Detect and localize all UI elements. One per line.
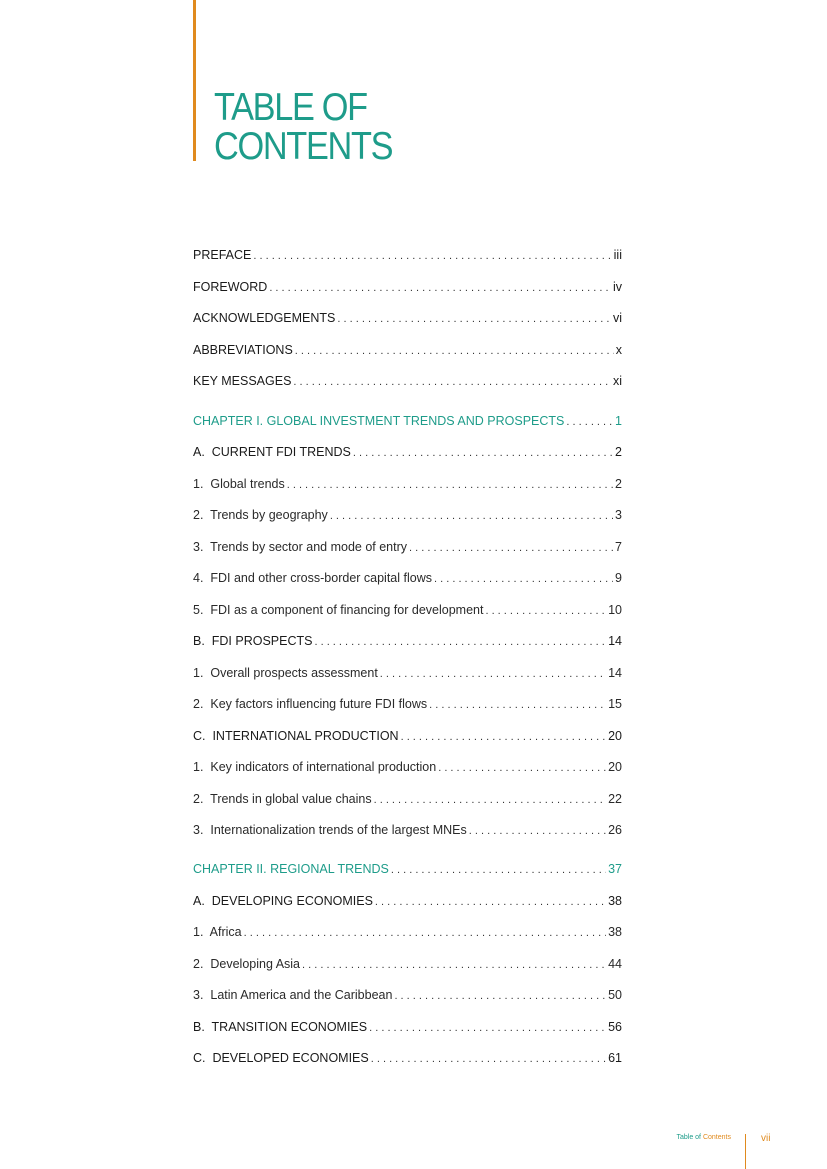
toc-entry-page: iv	[612, 280, 622, 294]
dot-leader	[394, 988, 606, 1004]
toc-entry-page: 20	[608, 760, 622, 774]
toc-item-largest-mnes[interactable]	[193, 822, 622, 838]
toc-item-global-trends[interactable]	[193, 476, 622, 492]
toc-entry-label: 1. Key indicators of international production	[193, 760, 437, 774]
dot-leader	[302, 957, 606, 973]
toc-item-fdi-capital-flows[interactable]	[193, 570, 622, 586]
toc-item-developing-asia[interactable]	[193, 956, 622, 972]
toc-entry-page: xi	[612, 374, 622, 388]
dot-leader	[353, 445, 613, 461]
toc-entry-label: ABBREVIATIONS	[193, 343, 293, 357]
toc-entry-label: C. DEVELOPED ECONOMIES	[193, 1051, 369, 1065]
toc-item-latin-america[interactable]	[193, 987, 622, 1003]
toc-entry-page: 7	[615, 540, 622, 554]
toc-entry-label: CHAPTER I. GLOBAL INVESTMENT TRENDS AND PROSPECTS	[193, 414, 565, 428]
dot-leader	[314, 634, 606, 650]
toc-entry-label: 1. Global trends	[193, 477, 285, 491]
dot-leader	[369, 1020, 606, 1036]
toc-entry-page: 10	[608, 603, 622, 617]
toc-entry-label: 2. Developing Asia	[193, 957, 301, 971]
page-number: vii	[761, 1133, 771, 1144]
dot-leader	[391, 862, 606, 878]
dot-leader	[566, 414, 613, 430]
toc-entry-abbreviations[interactable]	[193, 342, 622, 358]
toc-entry-page: 1	[615, 414, 622, 428]
title-accent-bar	[193, 0, 196, 161]
toc-entry-label: 2. Key factors influencing future FDI flows	[193, 697, 428, 711]
toc-section-current-fdi-trends[interactable]	[193, 444, 622, 460]
toc-entry-label: FOREWORD	[193, 280, 268, 294]
toc-entry-page: 15	[608, 697, 622, 711]
toc-item-trends-by-sector[interactable]	[193, 539, 622, 555]
page-title	[214, 88, 392, 166]
page-title-line-1: TABLE OF	[214, 86, 367, 129]
dot-leader	[469, 823, 606, 839]
toc-entry-foreword[interactable]	[193, 279, 622, 295]
footer-divider	[745, 1134, 746, 1169]
toc-entry-page: 22	[608, 792, 622, 806]
dot-leader	[293, 374, 611, 390]
dot-leader	[375, 894, 606, 910]
toc-entry-label: ACKNOWLEDGEMENTS	[193, 311, 336, 325]
toc-entry-page: vi	[612, 311, 622, 325]
dot-leader	[269, 280, 611, 296]
toc-entry-page: 44	[608, 957, 622, 971]
toc-entry-label: B. FDI PROSPECTS	[193, 634, 313, 648]
dot-leader	[295, 343, 614, 359]
toc-entry-label: 2. Trends by geography	[193, 508, 328, 522]
toc-chapter-2[interactable]	[193, 861, 622, 877]
toc-item-trends-by-geography[interactable]	[193, 507, 622, 523]
dot-leader	[401, 729, 607, 745]
toc-entry-label: 1. Africa	[193, 925, 242, 939]
toc-entry-label: 5. FDI as a component of financing for development	[193, 603, 484, 617]
running-head-suffix: Contents	[702, 1134, 731, 1141]
toc-entry-key-messages[interactable]	[193, 373, 622, 389]
toc-entry-page: 9	[615, 571, 622, 585]
dot-leader	[337, 311, 611, 327]
toc-item-fdi-financing[interactable]	[193, 602, 622, 618]
dot-leader	[374, 792, 607, 808]
toc-entry-page: 2	[615, 445, 622, 459]
toc-item-global-value-chains[interactable]	[193, 791, 622, 807]
toc-entry-label: B. TRANSITION ECONOMIES	[193, 1020, 368, 1034]
toc-entry-page: 61	[608, 1051, 622, 1065]
running-head-prefix: Table of	[676, 1134, 702, 1141]
toc-entry-page: 2	[615, 477, 622, 491]
toc-entry-label: 1. Overall prospects assessment	[193, 666, 378, 680]
toc-entry-page: 50	[608, 988, 622, 1002]
toc-entry-page: iii	[613, 248, 622, 262]
dot-leader	[244, 925, 606, 941]
toc-entry-label: KEY MESSAGES	[193, 374, 292, 388]
toc-entry-page: 20	[608, 729, 622, 743]
toc-entry-label: 3. Latin America and the Caribbean	[193, 988, 393, 1002]
toc-item-overall-prospects[interactable]	[193, 665, 622, 681]
toc-entry-acknowledgements[interactable]	[193, 310, 622, 326]
toc-entry-page: 38	[608, 925, 622, 939]
dot-leader	[380, 666, 606, 682]
dot-leader	[330, 508, 613, 524]
toc-entry-page: 26	[608, 823, 622, 837]
dot-leader	[429, 697, 606, 713]
toc-entry-label: A. DEVELOPING ECONOMIES	[193, 894, 373, 908]
toc-entry-preface[interactable]	[193, 247, 622, 263]
toc-entry-page: 56	[608, 1020, 622, 1034]
toc-entry-page: 14	[608, 634, 622, 648]
toc-entry-label: PREFACE	[193, 248, 252, 262]
toc-section-transition-economies[interactable]	[193, 1019, 622, 1035]
toc-item-key-factors[interactable]	[193, 696, 622, 712]
dot-leader	[287, 477, 613, 493]
toc-entry-label: 4. FDI and other cross-border capital flows	[193, 571, 432, 585]
dot-leader	[434, 571, 613, 587]
toc-entry-label: A. CURRENT FDI TRENDS	[193, 445, 351, 459]
toc-entry-label: 2. Trends in global value chains	[193, 792, 372, 806]
dot-leader	[409, 540, 613, 556]
dot-leader	[371, 1051, 606, 1067]
running-head	[676, 1134, 731, 1141]
page-title-line-2: CONTENTS	[214, 125, 393, 168]
toc-entry-page: 14	[608, 666, 622, 680]
toc-entry-page: 38	[608, 894, 622, 908]
toc-chapter-1[interactable]	[193, 413, 622, 429]
toc-entry-page: 37	[608, 862, 622, 876]
toc-section-developing-economies[interactable]	[193, 893, 622, 909]
toc-entry-label: CHAPTER II. REGIONAL TRENDS	[193, 862, 389, 876]
dot-leader	[485, 603, 606, 619]
toc-entry-label: 3. Internationalization trends of the largest MNEs	[193, 823, 467, 837]
toc-entry-label: C. INTERNATIONAL PRODUCTION	[193, 729, 399, 743]
toc-entry-label: 3. Trends by sector and mode of entry	[193, 540, 408, 554]
toc-section-fdi-prospects[interactable]	[193, 633, 622, 649]
toc-entry-page: x	[615, 343, 622, 357]
toc-section-developed-economies[interactable]	[193, 1050, 622, 1066]
toc-section-international-production[interactable]	[193, 728, 622, 744]
toc-item-africa[interactable]	[193, 924, 622, 940]
toc-entry-page: 3	[615, 508, 622, 522]
toc-item-key-indicators[interactable]	[193, 759, 622, 775]
dot-leader	[253, 248, 611, 264]
dot-leader	[438, 760, 606, 776]
